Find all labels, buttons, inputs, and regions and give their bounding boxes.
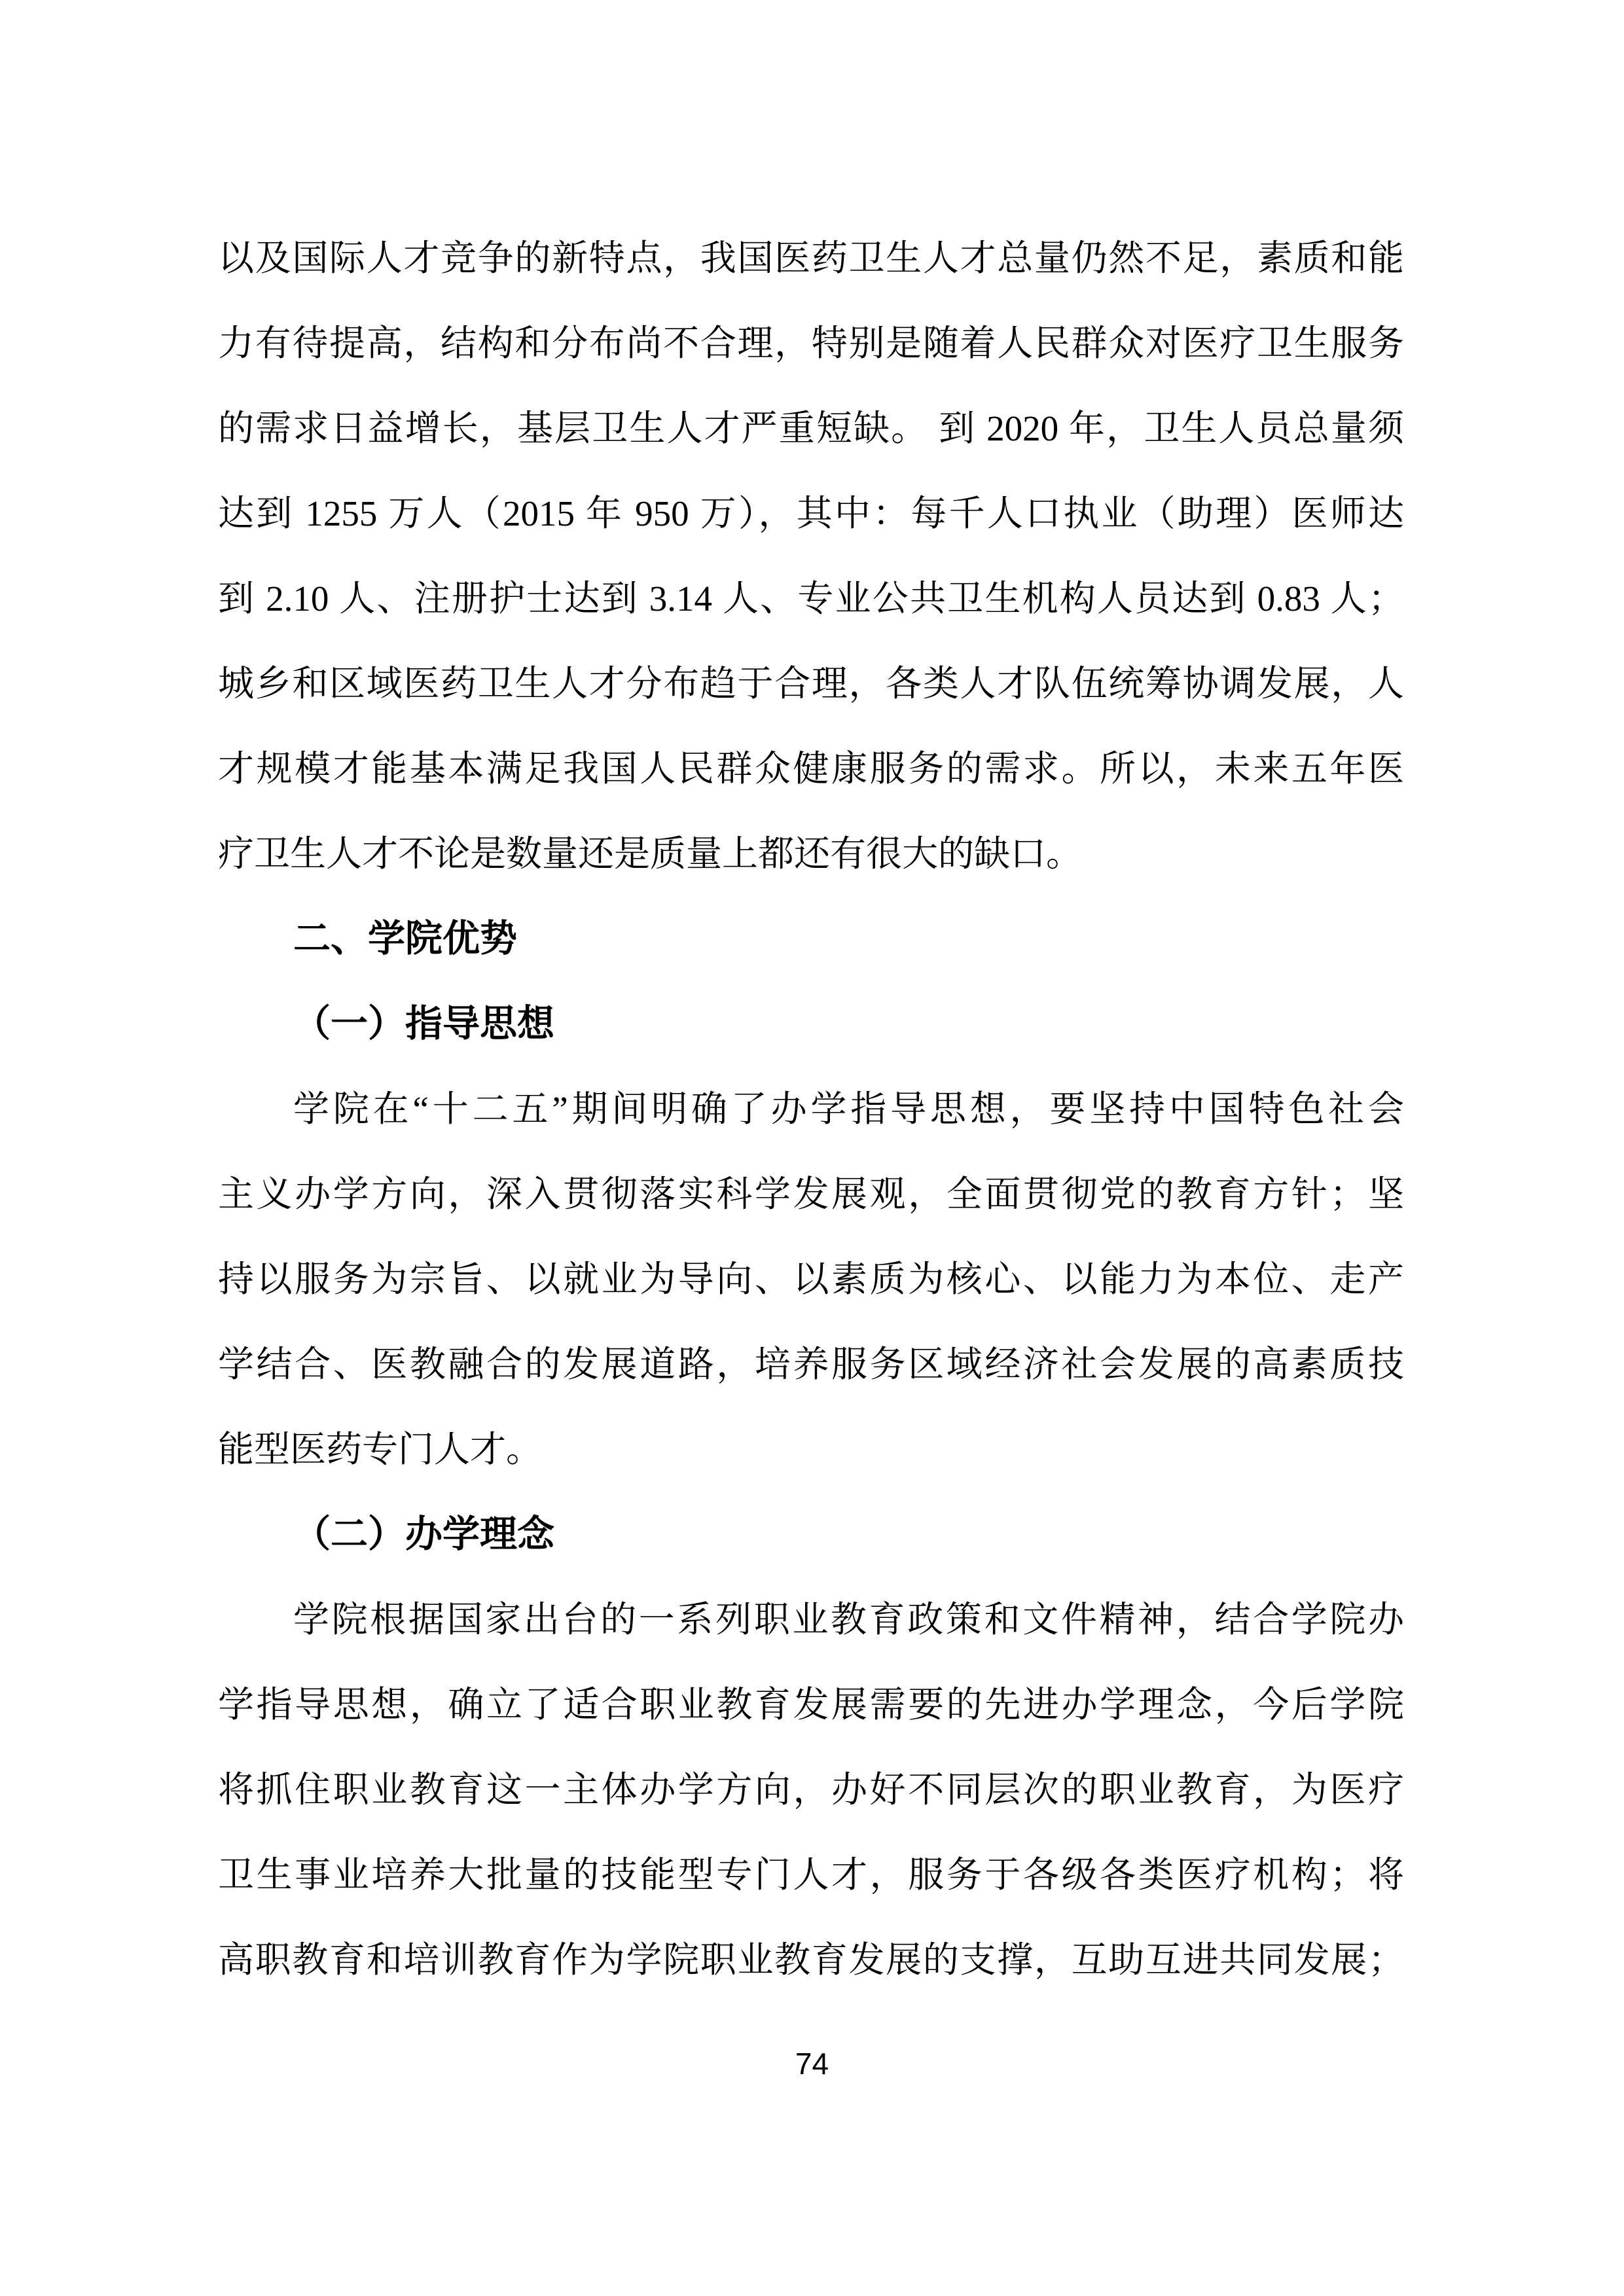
text-line: 达到 1255 万人（2015 年 950 万），其中：每千人口执业（助理）医师达 — [218, 493, 1404, 533]
subsection-heading-guiding-ideology: （一）指导思想 — [293, 1003, 554, 1045]
page-number: 74 — [795, 2047, 829, 2081]
text-line: 的需求日益增长，基层卫生人才严重短缺。 到 2020 年，卫生人员总量须 — [218, 408, 1404, 448]
text-line: 高职教育和培训教育作为学院职业教育发展的支撑，互助互进共同发展； — [218, 1940, 1404, 1980]
text-line: 将抓住职业教育这一主体办学方向，办好不同层次的职业教育，为医疗 — [218, 1770, 1404, 1810]
text-line: 学指导思想，确立了适合职业教育发展需要的先进办学理念，今后学院 — [218, 1685, 1404, 1725]
section-heading: 二、学院优势 — [293, 918, 517, 960]
text-line: 持以服务为宗旨、以就业为导向、以素质为核心、以能力为本位、走产 — [218, 1259, 1404, 1299]
text-line: 才规模才能基本满足我国人民群众健康服务的需求。所以，未来五年医 — [218, 749, 1404, 789]
text-line: 疗卫生人才不论是数量还是质量上都还有很大的缺口。 — [218, 834, 1083, 874]
text-line: 学院在“十二五”期间明确了办学指导思想，要坚持中国特色社会 — [293, 1089, 1404, 1129]
text-line: 城乡和区域医药卫生人才分布趋于合理，各类人才队伍统筹协调发展，人 — [218, 664, 1404, 704]
text-line: 学院根据国家出台的一系列职业教育政策和文件精神，结合学院办 — [293, 1600, 1404, 1640]
text-line: 主义办学方向，深入贯彻落实科学发展观，全面贯彻党的教育方针；坚 — [218, 1174, 1404, 1214]
text-line: 力有待提高，结构和分布尚不合理，特别是随着人民群众对医疗卫生服务 — [218, 323, 1404, 363]
text-line: 能型医药专门人才。 — [218, 1429, 543, 1469]
page-body-text — [218, 216, 1404, 2003]
text-line: 学结合、医教融合的发展道路，培养服务区域经济社会发展的高素质技 — [218, 1344, 1404, 1384]
text-line: 以及国际人才竞争的新特点，我国医药卫生人才总量仍然不足，素质和能 — [218, 238, 1404, 278]
text-line: 到 2.10 人、注册护士达到 3.14 人、专业公共卫生机构人员达到 0.83 人； — [218, 579, 1404, 619]
text-line: 卫生事业培养大批量的技能型专门人才，服务于各级各类医疗机构；将 — [218, 1855, 1404, 1895]
subsection-heading-school-philosophy: （二）办学理念 — [293, 1514, 554, 1555]
